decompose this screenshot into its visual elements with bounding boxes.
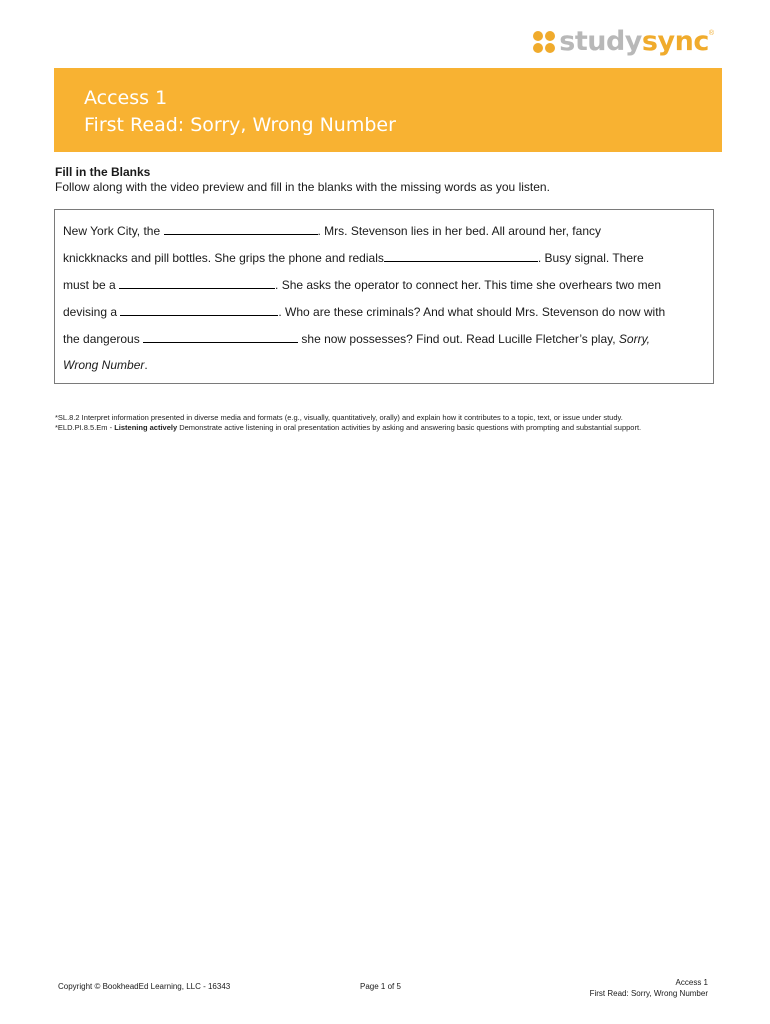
blank-field-5[interactable] (143, 331, 298, 343)
blank-field-3[interactable] (119, 277, 275, 289)
blank-field-1[interactable] (164, 223, 318, 235)
footer-page-number: Page 1 of 5 (360, 982, 401, 991)
unit-title: Access 1 (84, 87, 168, 109)
lesson-title: First Read: Sorry, Wrong Number (84, 114, 396, 136)
footer-title: Access 1 First Read: Sorry, Wrong Number (589, 978, 708, 998)
passage-line: the dangerous she now possesses? Find out. Read Lucille Fletcher’s play, Sorry, (63, 332, 651, 346)
logo-text-study: study (559, 26, 642, 57)
section-heading: Fill in the Blanks (55, 165, 151, 179)
studysync-logo (531, 28, 714, 55)
standards-notes (55, 413, 715, 433)
footer-copyright: Copyright © BookheadEd Learning, LLC - 16343 (58, 982, 231, 991)
fill-in-passage-box (54, 209, 714, 384)
standard-sl-8-2: *SL.8.2 Interpret information presented in diverse media and formats (e.g., visually, quantitatively, orally) and explain how it contributes to a topic, text, or issue under study. (55, 413, 623, 422)
passage-line: devising a . Who are these criminals? And what should Mrs. Stevenson do now with (63, 305, 666, 319)
standard-eld: *ELD.PI.8.5.Em - Listening actively Demonstrate active listening in oral presentation activities by asking and answering basic questions with prompting and substantial support. (55, 423, 642, 432)
blank-field-4[interactable] (120, 304, 278, 316)
logo-wordmark (559, 28, 709, 55)
logo-text-sync: sync (641, 26, 709, 57)
title-banner (54, 68, 722, 152)
logo-dots-icon (531, 29, 557, 55)
play-title-italic: Wrong Number (63, 358, 145, 372)
blank-field-2[interactable] (384, 250, 538, 262)
registered-mark: ® (708, 30, 714, 37)
passage-line: knickknacks and pill bottles. She grips the phone and redials . Busy signal. There (63, 251, 644, 265)
instructions-text: Follow along with the video preview and fill in the blanks with the missing words as you listen. (55, 180, 550, 194)
passage-line: Wrong Number. (63, 358, 148, 372)
passage-line: New York City, the . Mrs. Stevenson lies in her bed. All around her, fancy (63, 224, 601, 238)
play-title-italic: Sorry, (618, 332, 651, 346)
passage-line: must be a . She asks the operator to connect her. This time she overhears two men (63, 278, 662, 292)
